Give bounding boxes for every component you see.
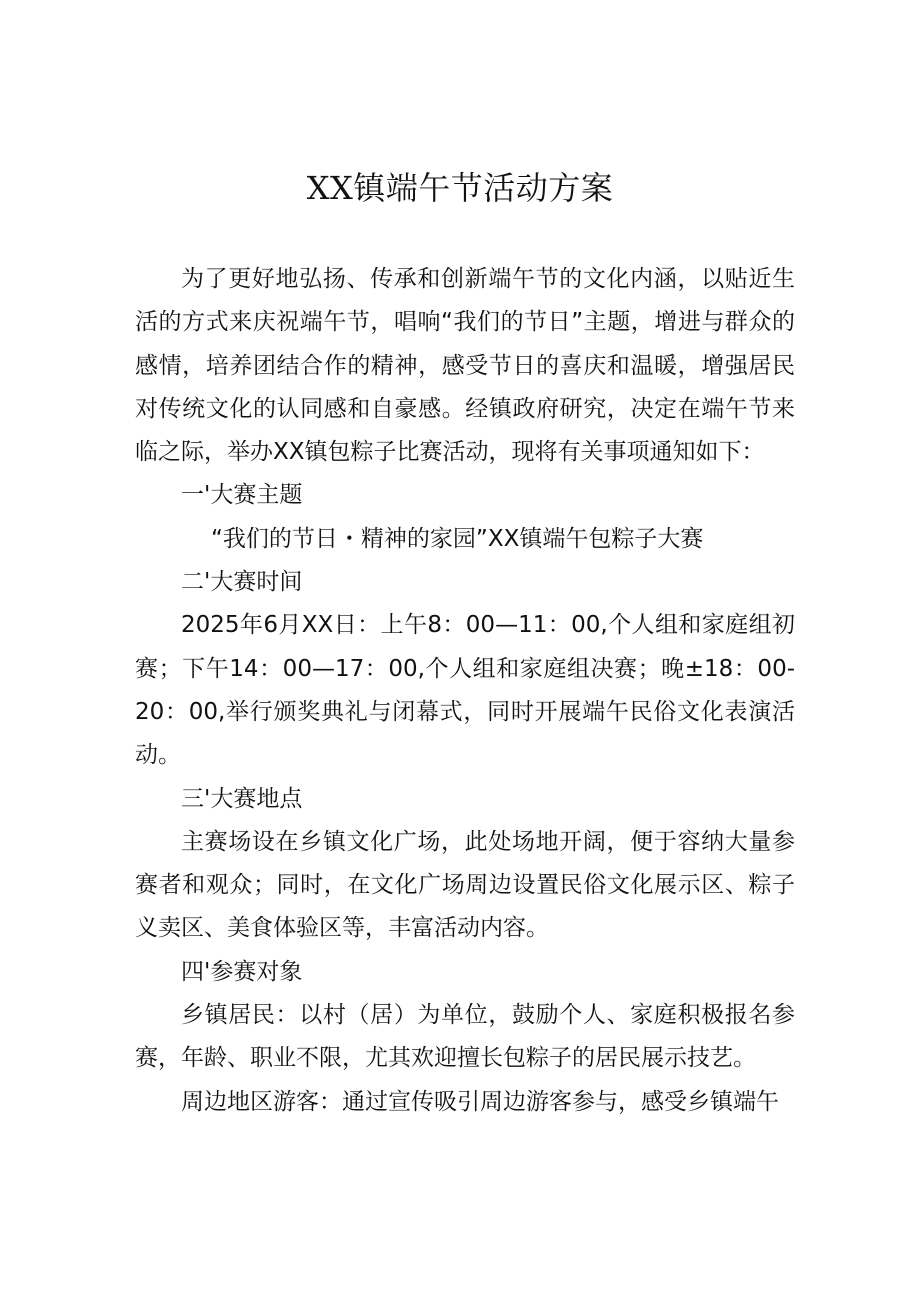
section-heading-theme: 一'大赛主题 [181, 482, 303, 509]
section-heading-time: 二'大赛时间 [181, 569, 303, 596]
document-body [135, 258, 795, 1124]
location-paragraph: 主赛场设在乡镇文化广场，此处场地开阔，便于容纳大量参赛者和观众；同时，在文化广场周边设置民俗文化展示区、粽子义卖区、美食体验区等，丰富活动内容。 [135, 828, 795, 942]
participants-visitors-paragraph: 周边地区游客：通过宣传吸引周边游客参与，感受乡镇端午 [181, 1088, 779, 1115]
intro-paragraph: 为了更好地弘扬、传承和创新端午节的文化内涵，以贴近生活的方式来庆祝端午节，唱响“我们的节日”主题，增进与群众的感情，培养团结合作的精神，感受节日的喜庆和温暖，增强居民对传统文化的认同感和自豪感。经镇政府研究，决定在端午节来临之际，举办XX镇包粽子比赛活动，现将有关事项通知如下： [135, 266, 795, 466]
document-title: XX镇端午节活动方案 [306, 169, 614, 207]
participants-residents-paragraph: 乡镇居民：以村（居）为单位，鼓励个人、家庭积极报名参赛，年龄、职业不限，尤其欢迎擅长包粽子的居民展示技艺。 [135, 1002, 795, 1072]
section-heading-location: 三'大赛地点 [181, 785, 303, 812]
time-paragraph: 2025年6月XX日：上午8：00—11：00,个人组和家庭组初赛；下午14：00—17：00,个人组和家庭组决赛；晚±18：00-20：00,举行颁奖典礼与闭幕式，同时开展端午民俗文化表演活动。 [135, 612, 795, 769]
theme-paragraph: “我们的节日・精神的家园”XX镇端午包粽子大赛 [211, 525, 704, 552]
section-heading-participants: 四'参赛对象 [181, 958, 303, 985]
